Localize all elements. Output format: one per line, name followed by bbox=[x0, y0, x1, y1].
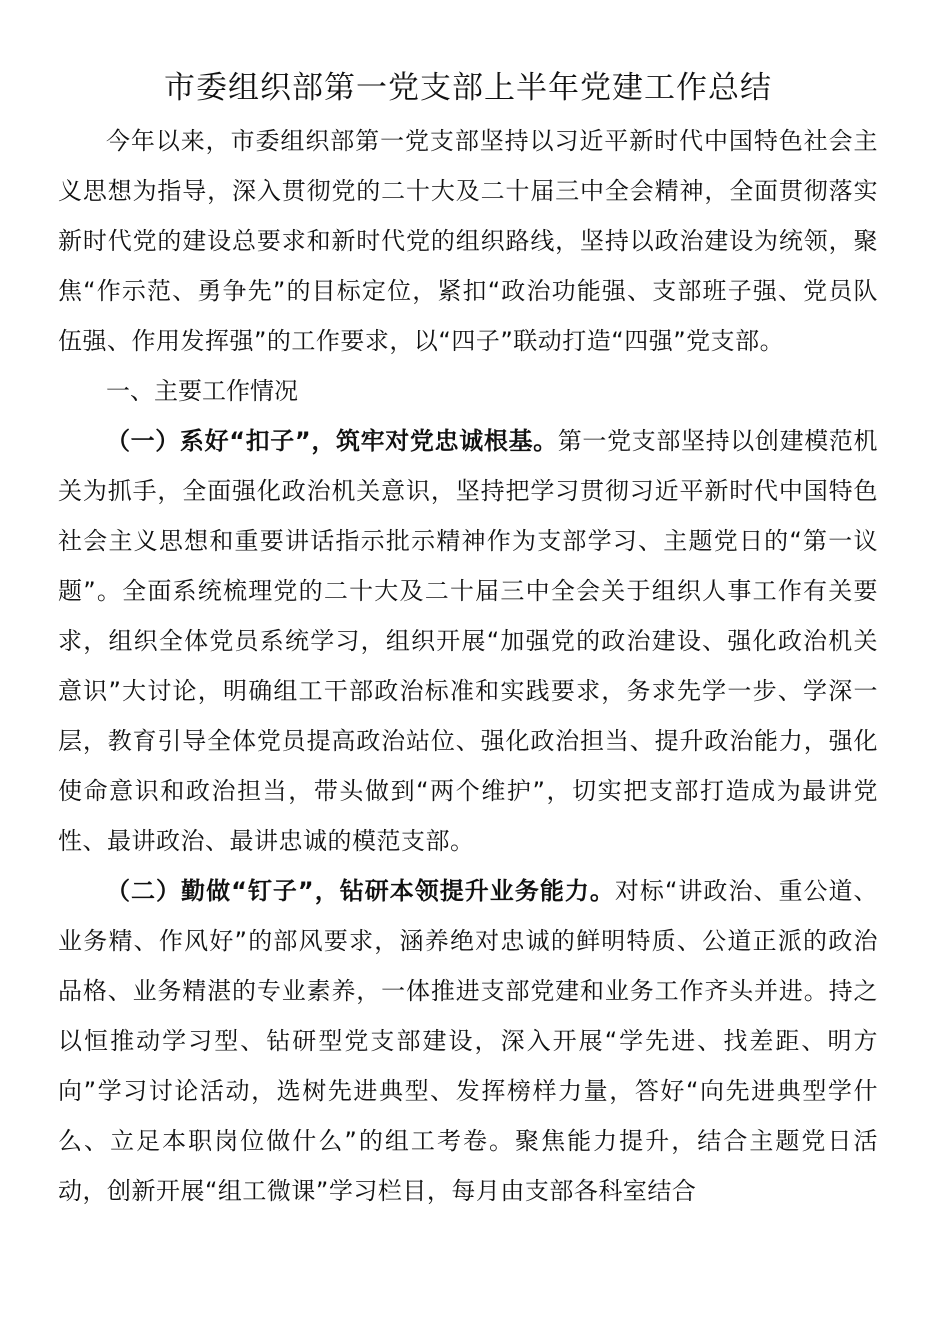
item-1-paragraph bbox=[58, 416, 878, 866]
item-2-body: 对标“讲政治、重公道、业务精、作风好”的部风要求，涵养绝对忠诚的鲜明特质、公道正派的政治品格、业务精湛的专业素养，一体推进支部党建和业务工作齐头并进。持之以恒推动学习型、钻研型党支部建设，深入开展“学先进、找差距、明方向”学习讨论活动，选树先进典型、发挥榜样力量，答好“向先进典型学什么、立足本职岗位做什么”的组工考卷。聚焦能力提升，结合主题党日活动，创新开展“组工微课”学习栏目，每月由支部各科室结合 bbox=[58, 877, 879, 1205]
document-title: 市委组织部第一党支部上半年党建工作总结 bbox=[164, 70, 772, 106]
document-page bbox=[58, 60, 878, 1216]
item-2-paragraph bbox=[58, 866, 878, 1216]
section-heading: 一、主要工作情况 bbox=[106, 377, 298, 405]
item-1-body: 第一党支部坚持以创建模范机关为抓手，全面强化政治机关意识，坚持把学习贯彻习近平新时代中国特色社会主义思想和重要讲话指示批示精神作为支部学习、主题党日的“第一议题”。全面系统梳理党的二十大及二十届三中全会关于组织人事工作有关要求，组织全体党员系统学习，组织开展“加强党的政治建设、强化政治机关意识”大讨论，明确组工干部政治标准和实践要求，务求先学一步、学深一层，教育引导全体党员提高政治站位、强化政治担当、提升政治能力，强化使命意识和政治担当，带头做到“两个维护”，切实把支部打造成为最讲党性、最讲政治、最讲忠诚的模范支部。 bbox=[58, 427, 879, 855]
item-1-lead: （一）系好“扣子”，筑牢对党忠诚根基。 bbox=[106, 427, 558, 455]
item-2-lead: （二）勤做“钉子”，钻研本领提升业务能力。 bbox=[106, 877, 615, 905]
intro-paragraph: 今年以来，市委组织部第一党支部坚持以习近平新时代中国特色社会主义思想为指导，深入贯彻党的二十大及二十届三中全会精神，全面贯彻落实新时代党的建设总要求和新时代党的组织路线，坚持以政治建设为统领，聚焦“作示范、勇争先”的目标定位，紧扣“政治功能强、支部班子强、党员队伍强、作用发挥强”的工作要求，以“四子”联动打造“四强”党支部。 bbox=[58, 127, 878, 355]
